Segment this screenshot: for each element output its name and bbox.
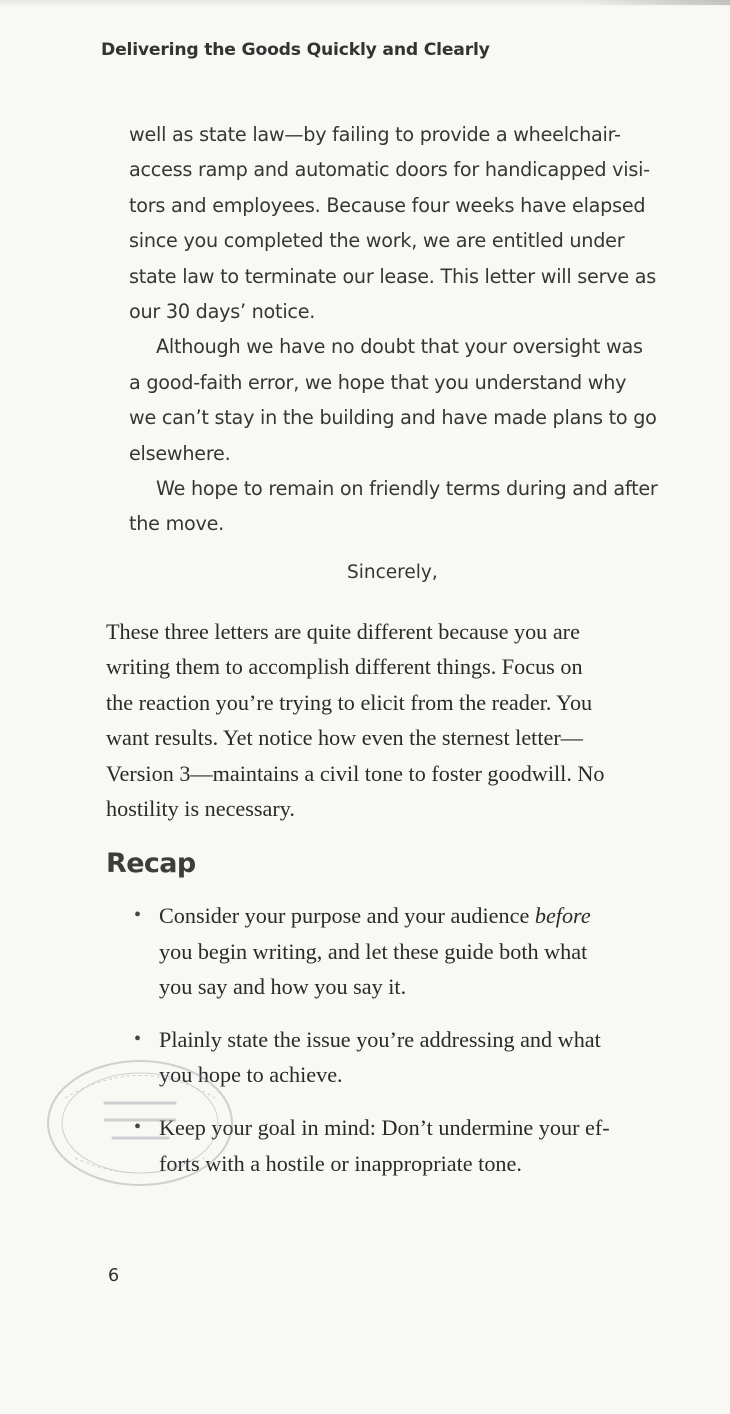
letter-sign-off: Sincerely, [347, 562, 438, 583]
letter-paragraph-3 [129, 471, 659, 542]
text-line: you hope to achieve. [159, 1062, 343, 1088]
recap-heading: Recap [106, 848, 196, 879]
bullet-icon: • [134, 904, 142, 926]
text-line: we can’t stay in the building and have made plans to go [129, 406, 657, 430]
text-line [159, 898, 659, 934]
watermark-stamp-icon [45, 1058, 235, 1188]
page-number: 6 [108, 1266, 120, 1286]
text-fragment: Consider your purpose and your audience [159, 903, 535, 928]
text-line: tors and employees. Because four weeks have elapsed [129, 193, 646, 217]
letter-paragraph-2 [129, 329, 659, 471]
text-line: well as state law—by failing to provide a wheelchair- [129, 123, 621, 146]
text-line: our 30 days’ notice. [129, 300, 316, 324]
text-line: access ramp and automatic doors for handicapped visi- [129, 158, 650, 182]
letter-paragraph-1 [129, 117, 659, 329]
text-line: the reaction you’re trying to elicit from the reader. You [106, 689, 593, 715]
recap-item-1 [134, 898, 659, 1005]
text-line: the move. [129, 512, 225, 536]
letter-excerpt [129, 117, 659, 542]
text-line: hostility is necessary. [106, 796, 295, 822]
text-line: forts with a hostile or inappropriate tone. [159, 1150, 522, 1176]
emphasis-text: before [534, 903, 591, 928]
text-line: since you completed the work, we are entitled under [129, 229, 625, 253]
body-paragraph [106, 614, 651, 826]
page-top-edge [0, 0, 730, 7]
text-line: you begin writing, and let these guide both what [159, 938, 588, 964]
running-head: Delivering the Goods Quickly and Clearly [101, 40, 490, 60]
text-line: writing them to accomplish different things. Focus on [106, 654, 583, 680]
text-line: state law to terminate our lease. This letter will serve as [129, 264, 656, 288]
text-line: want results. Yet notice how even the sternest letter— [106, 725, 583, 751]
text-line: We hope to remain on friendly terms during and after [156, 477, 658, 501]
bullet-icon: • [134, 1115, 142, 1138]
text-line: you say and how you say it. [159, 974, 407, 1000]
text-line: Although we have no doubt that your oversight was [156, 335, 643, 359]
text-line: These three letters are quite different because you are [106, 619, 580, 644]
text-line: Plainly state the issue you’re addressing and what [159, 1026, 601, 1052]
text-line: a good-faith error, we hope that you understand why [129, 370, 627, 394]
bullet-icon: • [134, 1027, 142, 1050]
text-line: elsewhere. [129, 441, 231, 465]
text-line: Keep your goal in mind: Don’t undermine your ef- [159, 1114, 610, 1140]
text-line: Version 3—maintains a civil tone to foster goodwill. No [106, 760, 605, 786]
